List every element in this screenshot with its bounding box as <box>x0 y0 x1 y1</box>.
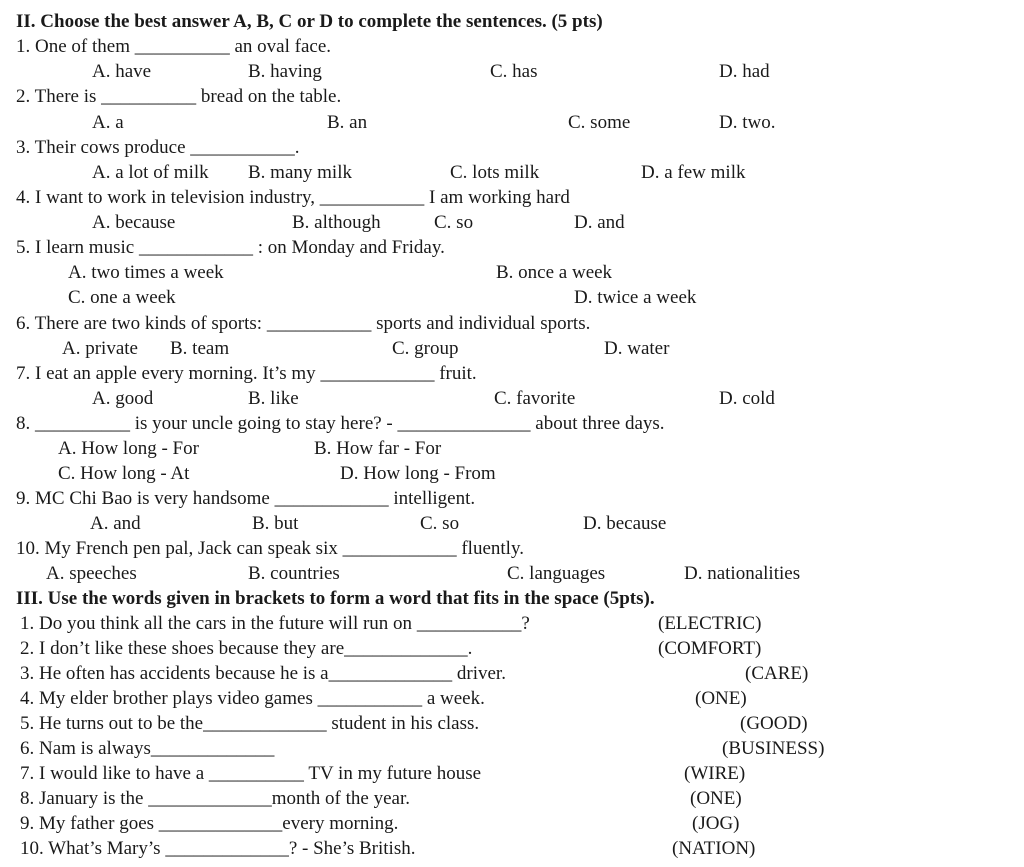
word-form-item-7 <box>20 763 481 785</box>
item-text: driver. <box>452 663 506 684</box>
answer-blank: ____________ <box>320 363 435 384</box>
root-word: (ELECTRIC) <box>658 613 762 634</box>
option-b: B. having <box>248 61 322 82</box>
question-text: intelligent. <box>388 488 476 509</box>
answer-blank: ___________ <box>317 688 423 709</box>
option-a: A. and <box>90 513 141 534</box>
answer-blank: ____________ <box>138 237 253 258</box>
question-text: bread on the table. <box>196 86 342 107</box>
word-form-item-2 <box>20 638 472 660</box>
option-c: C. some <box>568 112 631 133</box>
option-a: A. two times a week <box>68 262 224 283</box>
item-text: 4. My elder brother plays video games <box>20 688 318 709</box>
answer-blank: __________ <box>208 763 304 784</box>
root-word: (CARE) <box>745 663 809 684</box>
item-text: . <box>467 638 473 659</box>
option-d: D. twice a week <box>574 287 697 308</box>
option-a: A. How long - For <box>58 438 199 459</box>
question-text: I am working hard <box>424 187 570 208</box>
option-b: B. How far - For <box>314 438 442 459</box>
option-b: B. an <box>327 112 368 133</box>
option-b: B. countries <box>248 563 340 584</box>
question-text: 9. MC Chi Bao is very handsome <box>16 488 275 509</box>
question-2 <box>16 86 341 108</box>
option-b: B. although <box>292 212 381 233</box>
root-word: (ONE) <box>690 788 742 809</box>
option-c: C. has <box>490 61 538 82</box>
answer-blank: ____________ <box>342 538 457 559</box>
answer-blank: __________ <box>134 36 230 57</box>
item-text: every morning. <box>282 813 399 834</box>
item-text: 10. What’s Mary’s <box>20 838 166 859</box>
item-text: student in his class. <box>326 713 480 734</box>
question-text: 1. One of them <box>16 36 135 57</box>
word-form-item-3 <box>20 663 506 685</box>
answer-blank: ___________ <box>416 613 522 634</box>
root-word: (BUSINESS) <box>722 738 825 759</box>
question-text: 6. There are two kinds of sports: <box>16 313 267 334</box>
option-d: D. because <box>583 513 667 534</box>
question-4 <box>16 187 570 209</box>
option-c: C. How long - At <box>58 463 190 484</box>
answer-blank: _____________ <box>158 813 283 834</box>
root-word: (GOOD) <box>740 713 808 734</box>
question-text: . <box>294 137 300 158</box>
root-word: (COMFORT) <box>658 638 762 659</box>
item-text: a week. <box>422 688 485 709</box>
question-text: 8. <box>16 413 35 434</box>
option-d: D. two. <box>719 112 776 133</box>
answer-blank: _____________ <box>148 788 272 809</box>
answer-blank: _____________ <box>344 638 468 659</box>
option-b: B. like <box>248 388 299 409</box>
option-c: C. languages <box>507 563 606 584</box>
word-form-item-5 <box>20 713 479 735</box>
item-text: 2. I don’t like these shoes because they are <box>20 638 345 659</box>
option-b: B. once a week <box>496 262 613 283</box>
item-text: ? - She’s British. <box>288 838 416 859</box>
answer-blank: _____________ <box>203 713 327 734</box>
question-10 <box>16 538 524 560</box>
item-text: 3. He often has accidents because he is a <box>20 663 329 684</box>
option-a: A. a <box>92 112 124 133</box>
question-6 <box>16 313 590 335</box>
option-d: D. and <box>574 212 625 233</box>
option-b: B. many milk <box>248 162 352 183</box>
word-form-item-10 <box>20 838 415 860</box>
option-a: A. private <box>62 338 138 359</box>
root-word: (ONE) <box>695 688 747 709</box>
option-d: D. How long - From <box>340 463 496 484</box>
item-text: 6. Nam is always <box>20 738 151 759</box>
word-form-item-9 <box>20 813 398 835</box>
question-text: 10. My French pen pal, Jack can speak six <box>16 538 343 559</box>
option-c: C. favorite <box>494 388 576 409</box>
question-8 <box>16 413 665 435</box>
question-text: is your uncle going to stay here? - <box>130 413 398 434</box>
question-text: 5. I learn music <box>16 237 139 258</box>
option-a: A. because <box>92 212 176 233</box>
option-c: C. lots milk <box>450 162 540 183</box>
answer-blank: _____________ <box>150 738 275 759</box>
answer-blank: ___________ <box>266 313 372 334</box>
option-b: B. team <box>170 338 230 359</box>
question-7 <box>16 363 477 385</box>
option-c: C. one a week <box>68 287 176 308</box>
option-d: D. cold <box>719 388 775 409</box>
item-text: month of the year. <box>271 788 410 809</box>
option-c: C. so <box>434 212 474 233</box>
section-2-heading: II. Choose the best answer A, B, C or D to complete the sentences. (5 pts) <box>16 11 603 32</box>
answer-blank: ___________ <box>190 137 295 158</box>
answer-blank: __________ <box>101 86 197 107</box>
question-9 <box>16 488 475 510</box>
question-text: 7. I eat an apple every morning. It’s my <box>16 363 321 384</box>
question-text: 4. I want to work in television industry, <box>16 187 320 208</box>
word-form-item-4 <box>20 688 485 710</box>
question-3 <box>16 137 300 159</box>
item-text: 5. He turns out to be the <box>20 713 204 734</box>
option-a: A. a lot of milk <box>92 162 209 183</box>
word-form-item-6 <box>20 738 274 760</box>
option-a: A. have <box>92 61 152 82</box>
word-form-item-1 <box>20 613 530 635</box>
answer-blank: ____________ <box>274 488 389 509</box>
question-text: : on Monday and Friday. <box>252 237 445 258</box>
item-text: 7. I would like to have a <box>20 763 209 784</box>
question-text: fruit. <box>434 363 477 384</box>
answer-blank: ___________ <box>319 187 425 208</box>
answer-blank: _____________ <box>328 663 453 684</box>
option-d: D. a few milk <box>641 162 746 183</box>
item-text: 8. January is the <box>20 788 149 809</box>
option-c: C. group <box>392 338 459 359</box>
question-text: sports and individual sports. <box>371 313 591 334</box>
question-text: 2. There is <box>16 86 102 107</box>
option-a: A. good <box>92 388 154 409</box>
word-form-item-8 <box>20 788 410 810</box>
question-text: about three days. <box>530 413 665 434</box>
option-c: C. so <box>420 513 460 534</box>
question-1 <box>16 36 331 58</box>
item-text: 9. My father goes <box>20 813 159 834</box>
item-text: TV in my future house <box>303 763 482 784</box>
question-text: an oval face. <box>229 36 332 57</box>
answer-blank: _____________ <box>165 838 289 859</box>
option-d: D. had <box>719 61 770 82</box>
answer-blank: __________ <box>35 413 130 434</box>
option-a: A. speeches <box>46 563 137 584</box>
question-5 <box>16 237 445 259</box>
option-b: B. but <box>252 513 299 534</box>
option-d: D. nationalities <box>684 563 801 584</box>
question-text: fluently. <box>456 538 524 559</box>
item-text: 1. Do you think all the cars in the future will run on <box>20 613 417 634</box>
answer-blank: ______________ <box>397 413 531 434</box>
question-text: 3. Their cows produce <box>16 137 191 158</box>
root-word: (NATION) <box>672 838 756 859</box>
root-word: (WIRE) <box>684 763 746 784</box>
section-3-heading: III. Use the words given in brackets to form a word that fits in the space (5pts). <box>16 588 655 609</box>
item-text: ? <box>521 613 530 634</box>
root-word: (JOG) <box>692 813 740 834</box>
option-d: D. water <box>604 338 670 359</box>
